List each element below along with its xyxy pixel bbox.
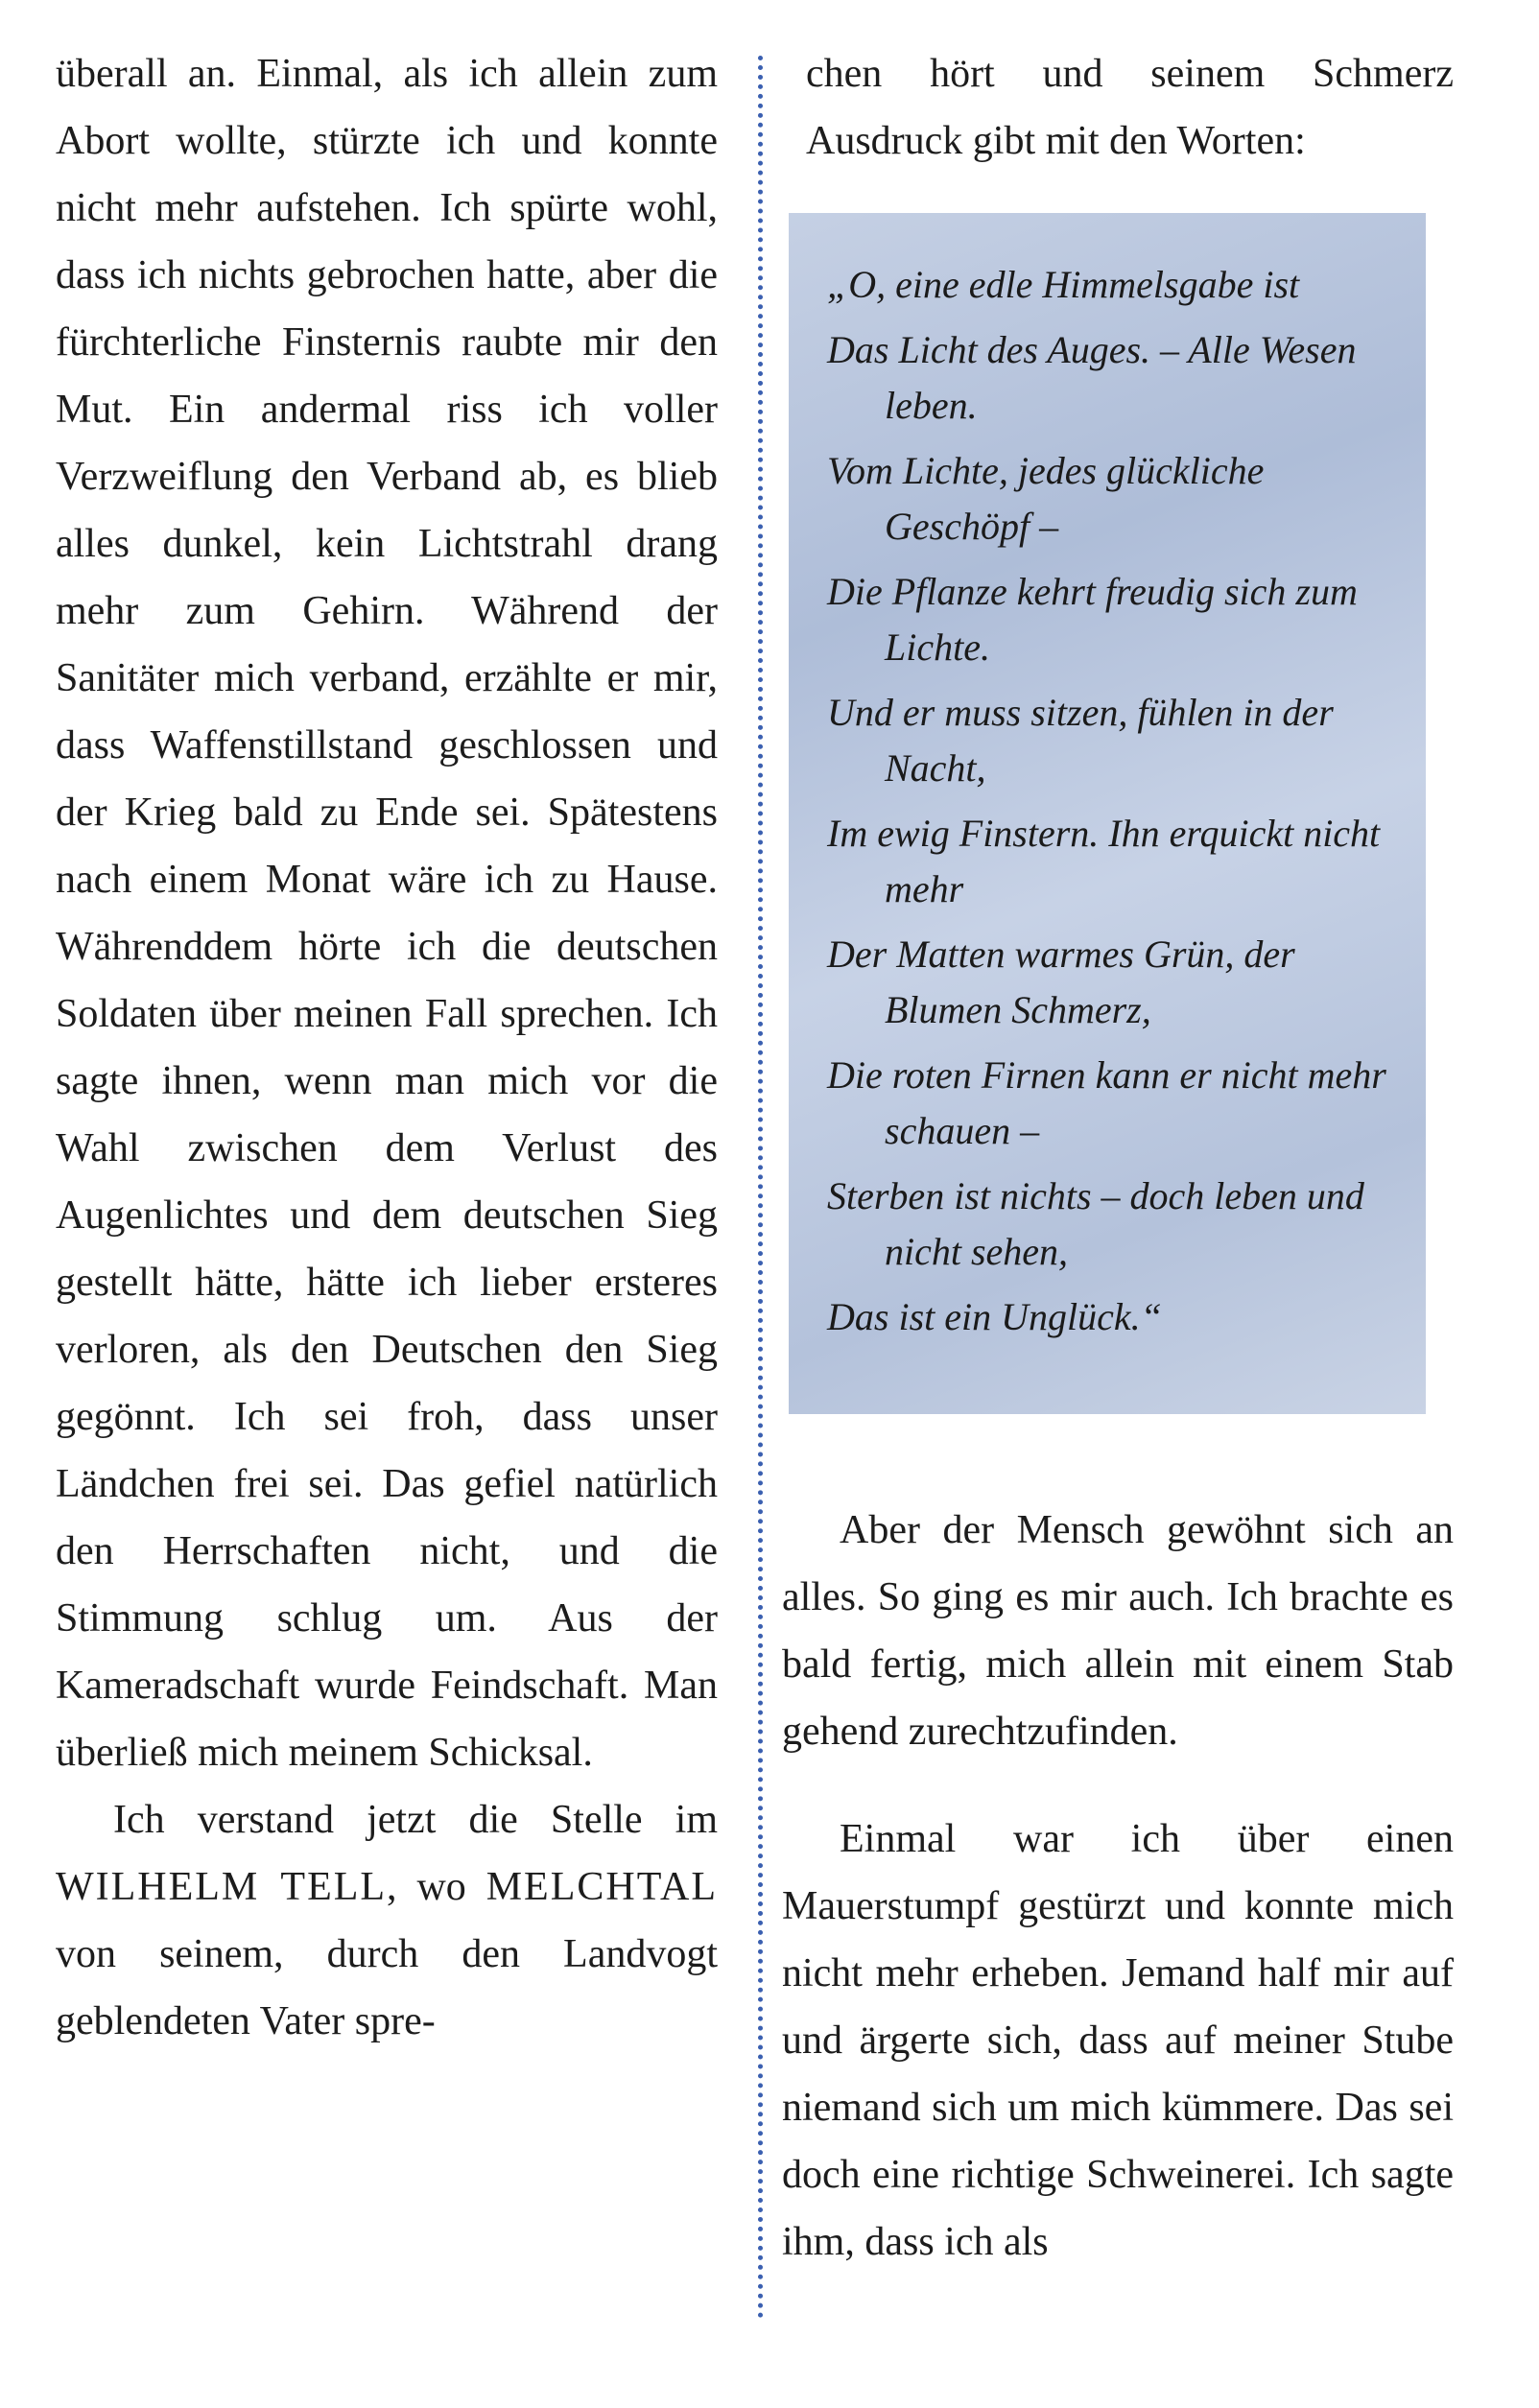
quote-line: Das ist ein Unglück.“ [827, 1295, 1162, 1338]
text-span: , wo [387, 1865, 486, 1909]
quote-block [827, 257, 1412, 1355]
work-title: WILHELM TELL [56, 1865, 388, 1909]
quote-line: Der Matten warmes Grün, der Blumen Schmerz, [827, 933, 1295, 1031]
quote-line: Das Licht des Auges. – Alle Wesen leben. [827, 328, 1357, 427]
quote-line: Und er muss sitzen, fühlen in der Nacht, [827, 691, 1334, 790]
quote-line: Die Pflanze kehrt freudig sich zum Lichte. [827, 570, 1358, 669]
right-column-body [782, 1456, 1454, 2316]
paragraph: chen hört und seinem Schmerz Ausdruck gibt mit den Worten: [806, 52, 1454, 163]
paragraph [56, 1786, 718, 2055]
quote-line: Vom Lichte, jedes glückliche Geschöpf – [827, 449, 1265, 548]
text-span: von seinem, durch den Landvogt geblendeten Vater spre- [56, 1932, 718, 2043]
quote-line: „O, eine edle Himmelsgabe ist [827, 263, 1300, 306]
character-name: MELCHTAL [485, 1865, 718, 1909]
paragraph: Aber der Mensch gewöhnt sich an alles. So ging es mir auch. Ich brachte es bald fertig, mich allein mit einem Stab gehend zurechtzufinden. [782, 1508, 1454, 1754]
left-column [56, 40, 718, 2055]
paragraph: Einmal war ich über einen Mauerstumpf gestürzt und konnte mich nicht mehr erheben. Jemand half mir auf und ärgerte sich, dass auf meiner Stube niemand sich um mich kümmere. Das sei doch eine richtige Schweinerei. Ich sagte ihm, dass ich als [782, 1817, 1454, 2264]
quote-line: Die roten Firnen kann er nicht mehr schauen – [827, 1053, 1386, 1152]
text-span: Ich verstand jetzt die Stelle im [113, 1798, 718, 1842]
right-column-intro [782, 40, 1454, 175]
paragraph: überall an. Einmal, als ich allein zum Abort wollte, stürzte ich und konnte nicht mehr aufstehen. Ich spürte wohl, dass ich nichts gebrochen hatte, aber die fürchterliche Finsternis raubte mir den Mut. Ein andermal riss ich voller Verzweiflung den Verband ab, es blieb alles dunkel, kein Lichtstrahl drang mehr zum Gehirn. Während der Sanitäter mich verband, erzählte er mir, dass Waffenstillstand geschlossen und der Krieg bald zu Ende sei. Spätestens nach einem Monat wäre ich zu Hause. Währenddem hörte ich die deutschen Soldaten über meinen Fall sprechen. Ich sagte ihnen, wenn man mich vor die Wahl zwischen dem Verlust des Augenlichtes und dem deutschen Sieg gestellt hätte, hätte ich lieber ersteres verloren, als den Deutschen den Sieg gegönnt. Ich sei froh, dass unser Ländchen frei sei. Das gefiel natürlich den Herrschaften nicht, und die Stimmung schlug um. Aus der Kameradschaft wurde Feindschaft. Man überließ mich meinem Schicksal. [56, 52, 718, 1775]
column-divider [758, 56, 763, 2320]
quote-line: Sterben ist nichts – doch leben und nicht sehen, [827, 1174, 1364, 1273]
quote-line: Im ewig Finstern. Ihn erquickt nicht mehr [827, 812, 1381, 910]
